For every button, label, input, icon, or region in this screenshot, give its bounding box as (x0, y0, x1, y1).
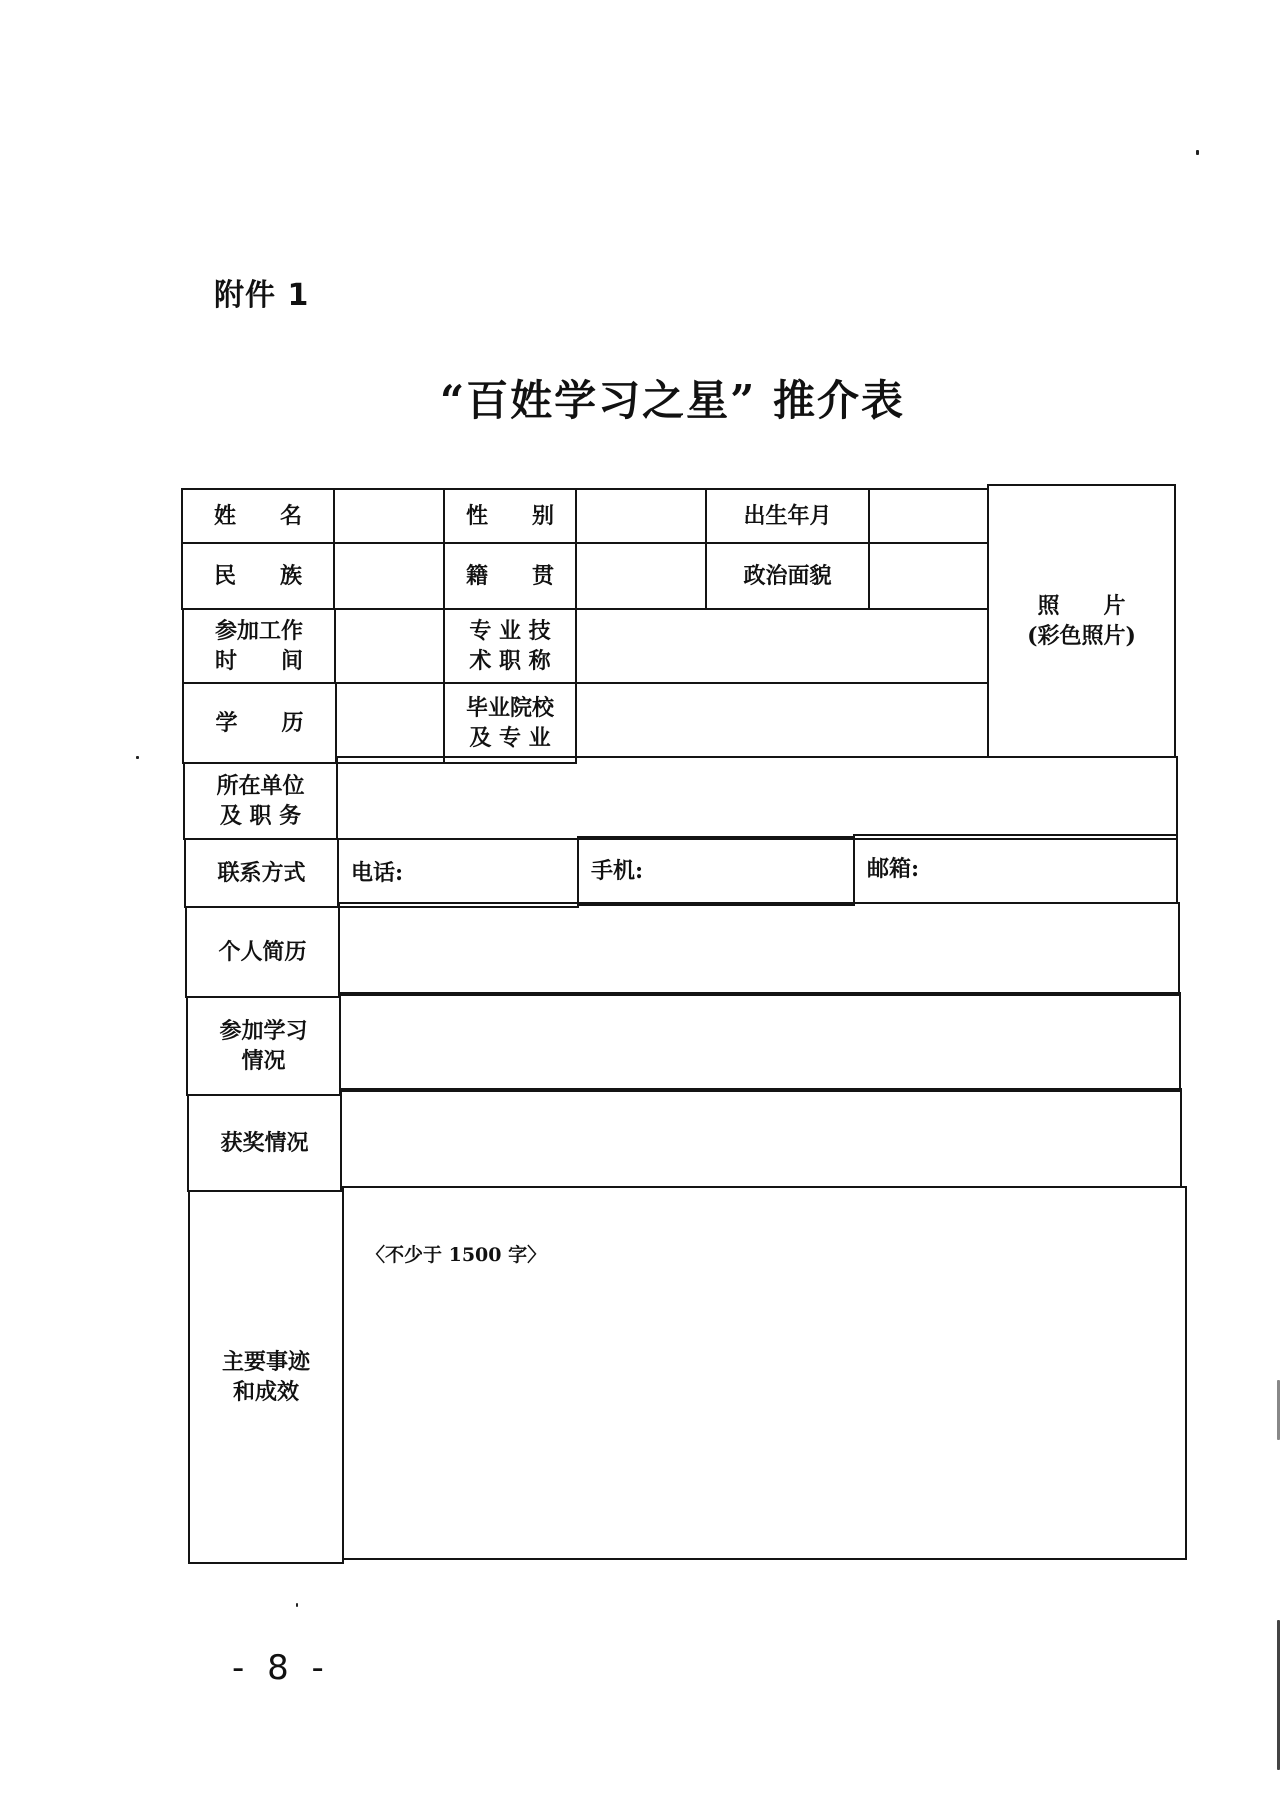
gender-label-text: 性 别 (465, 503, 554, 529)
political-status-label-text: 政治面貌 (743, 563, 832, 589)
birth-date-label (705, 488, 870, 544)
political-status-field[interactable] (868, 542, 989, 610)
professional-title-label-line2: 术 职 称 (469, 648, 551, 674)
study-label-line1: 参加学习 (219, 1018, 308, 1044)
form-title: “百姓学习之星” 推介表 (440, 376, 905, 425)
native-place-label-text: 籍 贯 (465, 563, 554, 589)
attachment-label: 附件 1 (214, 278, 310, 313)
professional-title-field[interactable] (575, 608, 989, 684)
school-major-label-line1: 毕业院校 (465, 695, 554, 721)
education-label-text: 学 历 (215, 710, 304, 736)
unit-position-label-line2: 及 职 务 (219, 803, 302, 829)
deeds-label-line1: 主要事迹 (221, 1349, 310, 1375)
school-major-label-line2: 及 专 业 (469, 725, 551, 751)
contact-label (184, 838, 339, 908)
education-label (182, 682, 337, 764)
scan-speck (136, 756, 139, 759)
mobile-label: 手机: (591, 858, 644, 884)
page-number: - 8 - (232, 1648, 330, 1688)
work-start-label-line1: 参加工作 (214, 618, 303, 644)
name-label-text: 姓 名 (213, 503, 302, 529)
scan-speck (296, 1603, 298, 1607)
gender-field[interactable] (575, 488, 707, 544)
scan-speck (1196, 150, 1199, 155)
awards-field[interactable] (340, 1088, 1182, 1188)
education-field[interactable] (335, 682, 445, 764)
unit-position-field[interactable] (336, 756, 1178, 840)
contact-label-text: 联系方式 (217, 860, 306, 886)
gender-label (443, 488, 577, 544)
photo-box[interactable] (987, 484, 1176, 758)
photo-placeholder (1027, 591, 1136, 651)
photo-hint: (彩色照片) (1027, 623, 1136, 649)
phone-label: 电话: (351, 860, 404, 886)
deeds-hint: 〈不少于 1500 字〉 (366, 1244, 547, 1266)
photo-label: 照 片 (1037, 593, 1126, 619)
birth-date-label-text: 出生年月 (743, 503, 832, 529)
native-place-field[interactable] (575, 542, 707, 610)
email-field[interactable] (853, 834, 1178, 904)
deeds-label (188, 1190, 344, 1564)
work-start-label (182, 608, 336, 684)
unit-position-label-line1: 所在单位 (216, 773, 305, 799)
resume-label-text: 个人简历 (218, 939, 307, 965)
phone-field[interactable] (337, 838, 579, 908)
resume-field[interactable] (338, 902, 1180, 996)
ethnicity-label (181, 542, 335, 610)
professional-title-label (443, 608, 577, 684)
native-place-label (443, 542, 577, 610)
professional-title-label-line1: 专 业 技 (469, 618, 551, 644)
study-field[interactable] (339, 992, 1181, 1092)
email-label: 邮箱: (867, 856, 920, 882)
deeds-field[interactable] (342, 1186, 1187, 1560)
political-status-label (705, 542, 870, 610)
birth-date-field[interactable] (868, 488, 989, 544)
work-start-field[interactable] (334, 608, 445, 684)
deeds-label-line2: 和成效 (232, 1379, 299, 1405)
ethnicity-field[interactable] (333, 542, 445, 610)
mobile-field[interactable] (577, 836, 855, 906)
name-field[interactable] (333, 488, 445, 544)
name-label (181, 488, 335, 544)
awards-label (187, 1094, 342, 1192)
study-label-line2: 情况 (241, 1048, 286, 1074)
study-label (186, 996, 341, 1096)
unit-position-label (183, 762, 338, 840)
school-major-label (443, 682, 577, 764)
resume-label (185, 906, 340, 998)
school-major-field[interactable] (575, 682, 989, 758)
awards-label-text: 获奖情况 (220, 1130, 309, 1156)
work-start-label-line2: 时 间 (214, 648, 303, 674)
ethnicity-label-text: 民 族 (213, 563, 302, 589)
